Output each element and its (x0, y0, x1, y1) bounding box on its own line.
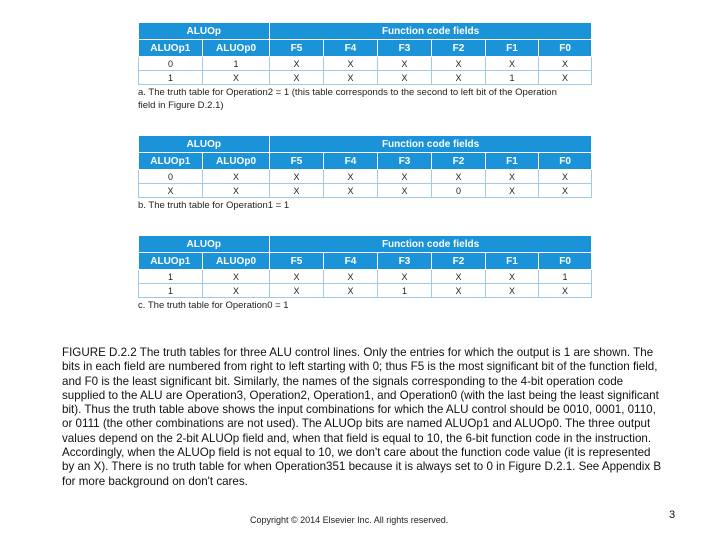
table-cell: X (203, 184, 270, 198)
table-caption: a. The truth table for Operation2 = 1 (this table corresponds to the second to left bit of the Operation (138, 87, 557, 98)
table-caption: b. The truth table for Operation1 = 1 (138, 200, 290, 211)
table-row (139, 284, 592, 298)
table-cell: X (432, 170, 486, 184)
table-cell: X (486, 184, 539, 198)
table-caption-continued: field in Figure D.2.1) (138, 100, 224, 111)
table-cell: X (539, 170, 592, 184)
aluop-group-header: ALUOp (139, 136, 270, 153)
col-header: ALUOp1 (139, 253, 203, 270)
col-header: F5 (270, 153, 324, 170)
truth-table-b (138, 136, 591, 211)
table-cell: X (486, 170, 539, 184)
function-code-group-header: Function code fields (270, 236, 592, 253)
table-row (139, 270, 592, 284)
col-header: F1 (486, 153, 539, 170)
table-cell: X (203, 270, 270, 284)
table-cell: X (270, 71, 324, 85)
col-header: ALUOp0 (203, 40, 270, 57)
col-header: ALUOp1 (139, 40, 203, 57)
table-cell: X (486, 57, 539, 71)
copyright-footer: Copyright © 2014 Elsevier Inc. All rights reserved. (250, 515, 449, 525)
table-cell: 1 (539, 270, 592, 284)
table-cell: X (432, 284, 486, 298)
col-header: ALUOp0 (203, 253, 270, 270)
col-header: F5 (270, 40, 324, 57)
table-cell: X (432, 71, 486, 85)
col-header: F3 (378, 153, 432, 170)
table-cell: X (378, 170, 432, 184)
col-header: F0 (539, 40, 592, 57)
col-header: F2 (432, 253, 486, 270)
figure-caption: FIGURE D.2.2 The truth tables for three ALU control lines. Only the entries for which the output is 1 are shown. The bits in each field are numbered from right to left starting with 0; thus F5 is the most significant bit of the function field, and F0 is the least significant bit. Similarly, the names of the signals corresponding to the 4-bit operation code supplied to the ALU are Operation3, Operation2, Operation1, and Operation0 (with the last being the least significant bit). Thus the truth table above shows the input combinations for which the ALU control should be 0010, 0001, 0110, or 0111 (the other combinations are not used). The ALUOp bits are named ALUOp1 and ALUOp0. The three output values depend on the 2-bit ALUOp field and, when that field is equal to 10, the 6-bit function code in the instruction. Accordingly, when the ALUOp field is not equal to 10, we don't care about the function code value (it is represented by an X). There is no truth table for when Operation351 because it is always set to 0 in Figure D.2.1. See Appendix B for more background on don't cares. (62, 346, 662, 488)
col-header: F1 (486, 253, 539, 270)
table-cell: X (324, 184, 378, 198)
col-header: F5 (270, 253, 324, 270)
table-row (139, 184, 592, 198)
table-cell: X (324, 71, 378, 85)
table-cell: X (378, 57, 432, 71)
table-cell: X (270, 270, 324, 284)
table-cell: X (270, 57, 324, 71)
table-cell: 0 (432, 184, 486, 198)
table-cell: X (324, 57, 378, 71)
table-cell: X (486, 270, 539, 284)
table-cell: 1 (203, 57, 270, 71)
col-header: F4 (324, 40, 378, 57)
col-header: F2 (432, 40, 486, 57)
col-header: F3 (378, 253, 432, 270)
table-cell: X (324, 284, 378, 298)
table-row (139, 170, 592, 184)
table-cell: 0 (139, 57, 203, 71)
col-header: F2 (432, 153, 486, 170)
table-row (139, 71, 592, 85)
col-header: ALUOp0 (203, 153, 270, 170)
col-header: F0 (539, 153, 592, 170)
table-cell: X (270, 184, 324, 198)
table-cell: X (270, 284, 324, 298)
function-code-group-header: Function code fields (270, 23, 592, 40)
table-cell: X (203, 170, 270, 184)
table-cell: X (539, 184, 592, 198)
table-cell: X (203, 71, 270, 85)
table-row (139, 57, 592, 71)
table-cell: 1 (486, 71, 539, 85)
aluop-group-header: ALUOp (139, 236, 270, 253)
col-header: F1 (486, 40, 539, 57)
table-cell: X (539, 284, 592, 298)
truth-table-c (138, 236, 591, 311)
table-cell: 1 (139, 284, 203, 298)
table-cell: X (139, 184, 203, 198)
table-cell: X (378, 184, 432, 198)
table-cell: X (324, 270, 378, 284)
function-code-group-header: Function code fields (270, 136, 592, 153)
table-cell: X (270, 170, 324, 184)
table-cell: X (432, 57, 486, 71)
aluop-group-header: ALUOp (139, 23, 270, 40)
table-cell: 1 (139, 71, 203, 85)
table-cell: X (486, 284, 539, 298)
col-header: F3 (378, 40, 432, 57)
table-cell: X (378, 71, 432, 85)
table-cell: X (539, 57, 592, 71)
truth-table-a (138, 23, 591, 111)
table-cell: 1 (378, 284, 432, 298)
col-header: ALUOp1 (139, 153, 203, 170)
table-cell: X (432, 270, 486, 284)
col-header: F4 (324, 253, 378, 270)
page-number: 3 (669, 509, 676, 521)
table-cell: X (539, 71, 592, 85)
col-header: F0 (539, 253, 592, 270)
table-cell: 1 (139, 270, 203, 284)
table-cell: 0 (139, 170, 203, 184)
table-cell: X (203, 284, 270, 298)
col-header: F4 (324, 153, 378, 170)
table-cell: X (378, 270, 432, 284)
table-caption: c. The truth table for Operation0 = 1 (138, 300, 289, 311)
table-cell: X (324, 170, 378, 184)
